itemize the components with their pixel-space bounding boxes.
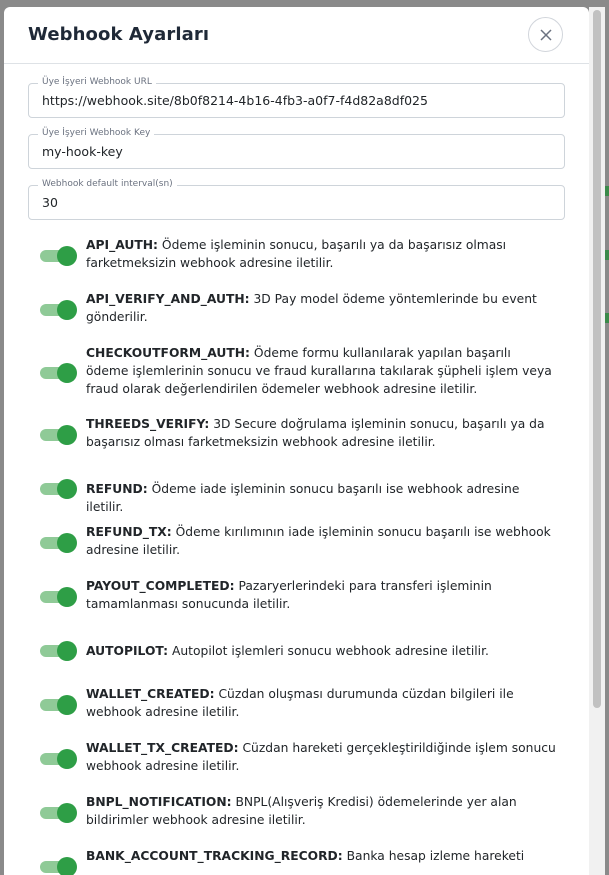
event-description: BNPL(Alışveriş Kredisi) ödemelerinde yer alan bildirimler webhook adresine iletilir.	[86, 795, 517, 827]
event-name: CHECKOUTFORM_AUTH:	[86, 346, 250, 360]
event-description: Ödeme işleminin sonucu, başarılı ya da başarısız olması farketmeksizin webhook adresine iletilir.	[86, 238, 507, 270]
event-description: Ödeme kırılımının iade işleminin sonucu başarılı ise webhook adresine iletilir.	[86, 525, 551, 557]
webhook-key-input[interactable]: my-hook-key	[42, 144, 123, 159]
toggle-switch[interactable]	[40, 857, 77, 875]
webhook-settings-modal	[4, 7, 589, 875]
event-name: WALLET_CREATED:	[86, 687, 215, 701]
event-description: Cüzdan hareketi gerçekleştirildiğinde işlem sonucu webhook adresine iletilir.	[86, 741, 556, 773]
close-button[interactable]	[528, 17, 563, 52]
event-description: Pazaryerlerindeki para transferi işleminin tamamlanması sonucunda iletilir.	[86, 579, 492, 611]
toggle-switch[interactable]	[40, 587, 77, 607]
webhook-url-label: Üye İşyeri Webhook URL	[38, 76, 156, 88]
webhook-key-label: Üye İşyeri Webhook Key	[38, 127, 154, 139]
webhook-interval-input[interactable]: 30	[42, 195, 58, 210]
event-description: 3D Pay model ödeme yöntemlerinde bu event gönderilir.	[86, 292, 537, 324]
event-name: WALLET_TX_CREATED:	[86, 741, 239, 755]
event-name: AUTOPILOT:	[86, 644, 169, 658]
event-description: Banka hesap izleme hareketi	[346, 849, 525, 863]
toggle-switch[interactable]	[40, 749, 77, 769]
close-icon	[539, 28, 553, 42]
toggle-switch[interactable]	[40, 641, 77, 661]
scrollbar-thumb[interactable]	[593, 10, 601, 708]
toggle-switch[interactable]	[40, 300, 77, 320]
webhook-key-field[interactable]	[28, 128, 565, 169]
webhook-interval-field[interactable]	[28, 179, 565, 220]
toggle-switch[interactable]	[40, 363, 77, 383]
background-peek	[605, 313, 609, 323]
event-description: Ödeme iade işleminin sonucu başarılı ise webhook adresine iletilir.	[86, 482, 520, 514]
event-name: REFUND:	[86, 482, 148, 496]
event-name: REFUND_TX:	[86, 525, 172, 539]
toggle-switch[interactable]	[40, 425, 77, 445]
event-name: THREEDS_VERIFY:	[86, 417, 210, 431]
toggle-switch[interactable]	[40, 803, 77, 823]
toggle-switch[interactable]	[40, 246, 77, 266]
background-peek	[605, 250, 609, 260]
webhook-url-field[interactable]	[28, 77, 565, 118]
event-description: Autopilot işlemleri sonucu webhook adresine iletilir.	[171, 644, 489, 658]
event-name: BNPL_NOTIFICATION:	[86, 795, 232, 809]
toggle-switch[interactable]	[40, 533, 77, 553]
event-description: Ödeme formu kullanılarak yapılan başarılı ödeme işlemlerinin sonucu ve fraud kurallarına takılarak şüpheli işlem veya fraud olarak değerlendirilen ödemeler webhook adresine iletilir.	[86, 346, 552, 396]
toggle-switch[interactable]	[40, 479, 77, 499]
background-peek	[605, 186, 609, 196]
event-description: 3D Secure doğrulama işleminin sonucu, başarılı ya da başarısız olması farketmeksizin webhook adresine iletilir.	[86, 417, 545, 449]
webhook-url-input[interactable]: https://webhook.site/8b0f8214-4b16-4fb3-a0f7-f4d82a8df025	[42, 93, 428, 108]
event-name: BANK_ACCOUNT_TRACKING_RECORD:	[86, 849, 343, 863]
event-name: API_AUTH:	[86, 238, 158, 252]
event-description: Cüzdan oluşması durumunda cüzdan bilgileri ile webhook adresine iletilir.	[86, 687, 514, 719]
webhook-interval-label: Webhook default interval(sn)	[38, 178, 177, 190]
modal-header	[4, 7, 589, 64]
event-name: PAYOUT_COMPLETED:	[86, 579, 235, 593]
toggle-switch[interactable]	[40, 695, 77, 715]
modal-title: Webhook Ayarları	[28, 24, 210, 45]
event-name: API_VERIFY_AND_AUTH:	[86, 292, 250, 306]
